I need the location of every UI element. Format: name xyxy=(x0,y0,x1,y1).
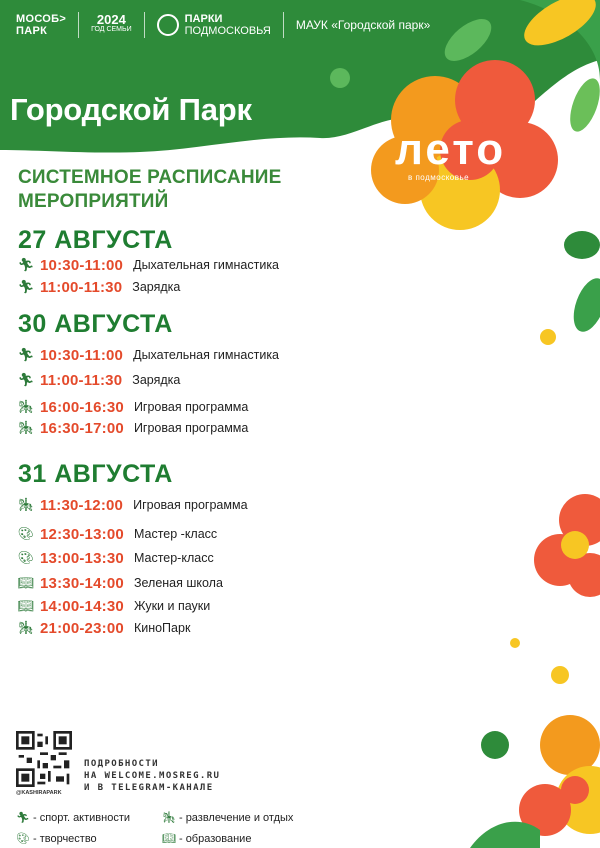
creative-icon: 🎨︎ xyxy=(16,833,30,845)
carousel-icon: 🎠︎ xyxy=(17,620,35,635)
sport-icon: 🏃︎ xyxy=(17,257,35,272)
legend-item: 🏃︎ - спорт. активности xyxy=(16,811,131,824)
book-icon: 📖︎ xyxy=(17,575,35,590)
leaf-shape xyxy=(470,822,540,848)
event-name: Жуки и пауки xyxy=(133,599,211,613)
event-name: Игровая программа xyxy=(133,498,248,512)
page-title: Городской Парк xyxy=(10,92,252,127)
creative-icon: 🎨︎ xyxy=(17,550,35,565)
event-time: 13:30-14:00 xyxy=(40,574,124,592)
legend-item: 📖︎ - образование xyxy=(162,832,252,845)
event-name: Мастер -класс xyxy=(133,527,218,541)
event-row xyxy=(16,371,180,389)
divider xyxy=(144,12,145,38)
event-time: 13:00-13:30 xyxy=(40,549,124,567)
carousel-icon: 🎠︎ xyxy=(162,812,176,824)
event-name: Игровая программа xyxy=(133,400,249,414)
date-heading: 31 АВГУСТА xyxy=(18,460,173,488)
event-name: Игровая программа xyxy=(133,421,249,435)
qr-code[interactable] xyxy=(16,731,72,787)
event-time: 10:30-11:00 xyxy=(40,256,124,274)
date-heading: 30 АВГУСТА xyxy=(18,310,173,338)
year-of-family-logo: 2024 ГОД СЕМЬИ xyxy=(91,12,132,33)
dot-shape xyxy=(551,666,569,684)
divider xyxy=(283,12,284,38)
schedule-subtitle: СИСТЕМНОЕ РАСПИСАНИЕ МЕРОПРИЯТИЙ xyxy=(18,167,282,212)
parks-podmoskovya-logo: ПАРКИ ПОДМОСКОВЬЯ xyxy=(157,13,271,37)
dot-shape xyxy=(481,731,509,759)
leto-word: лето xyxy=(395,125,507,174)
dot-shape xyxy=(540,329,556,345)
event-row xyxy=(16,496,248,514)
carousel-icon: 🎠︎ xyxy=(17,399,35,414)
event-name: Дыхательная гимнастика xyxy=(133,258,280,272)
event-row xyxy=(16,549,214,567)
parks-emblem-icon xyxy=(157,14,179,36)
event-time: 16:30-17:00 xyxy=(40,419,124,437)
book-icon: 📖︎ xyxy=(162,833,176,845)
qr-handle: @KASHIRAPARK xyxy=(16,790,62,796)
details-text: ПОДРОБНОСТИ НА WELCOME.MOSREG.RU И В TELEGRAM-КАНАЛЕ xyxy=(84,759,221,793)
event-name: Зарядка xyxy=(132,373,181,387)
event-time: 11:00-11:30 xyxy=(40,278,123,296)
event-row xyxy=(16,398,248,416)
event-row xyxy=(16,278,180,296)
event-time: 10:30-11:00 xyxy=(40,346,124,364)
leaf-shape xyxy=(564,231,600,259)
dot-shape xyxy=(330,68,350,88)
event-name: Зарядка xyxy=(132,280,181,294)
event-time: 12:30-13:00 xyxy=(40,525,124,543)
sport-icon: 🏃︎ xyxy=(17,347,35,362)
sport-icon: 🏃︎ xyxy=(17,372,35,387)
org-name: МАУК «Городской парк» xyxy=(295,18,431,32)
event-row xyxy=(16,419,248,437)
leaf-shape xyxy=(567,274,600,336)
event-time: 11:00-11:30 xyxy=(40,371,123,389)
dot-shape xyxy=(510,638,520,648)
header-logos xyxy=(16,8,430,42)
divider xyxy=(78,12,79,38)
event-row xyxy=(16,597,210,615)
legend-item: 🎠︎ - развлечение и отдых xyxy=(162,811,294,824)
event-time: 21:00-23:00 xyxy=(40,619,124,637)
event-name: Зеленая школа xyxy=(133,576,223,590)
event-row xyxy=(16,574,223,592)
event-row xyxy=(16,346,279,364)
legend-item: 🎨︎ - творчество xyxy=(16,832,97,845)
event-row xyxy=(16,256,279,274)
book-icon: 📖︎ xyxy=(17,598,35,613)
event-row xyxy=(16,525,217,543)
flower-shape xyxy=(519,715,600,836)
leaf-shape xyxy=(564,75,600,136)
carousel-icon: 🎠︎ xyxy=(17,497,35,512)
creative-icon: 🎨︎ xyxy=(17,526,35,541)
event-name: КиноПарк xyxy=(133,621,191,635)
event-name: Мастер-класс xyxy=(133,551,214,565)
event-row xyxy=(16,619,190,637)
event-name: Дыхательная гимнастика xyxy=(133,348,280,362)
event-time: 14:00-14:30 xyxy=(40,597,124,615)
website-link[interactable]: НА WELCOME.MOSREG.RU xyxy=(84,771,221,781)
date-heading: 27 АВГУСТА xyxy=(18,226,173,254)
mosobpark-logo: МОСОБ> ПАРК xyxy=(16,13,67,37)
event-time: 16:00-16:30 xyxy=(40,398,124,416)
carousel-icon: 🎠︎ xyxy=(17,420,35,435)
flower-shape xyxy=(534,494,600,597)
event-time: 11:30-12:00 xyxy=(40,496,124,514)
sport-icon: 🏃︎ xyxy=(16,812,30,824)
sport-icon: 🏃︎ xyxy=(17,279,35,294)
leto-subtitle: в подмосковье xyxy=(408,173,470,182)
